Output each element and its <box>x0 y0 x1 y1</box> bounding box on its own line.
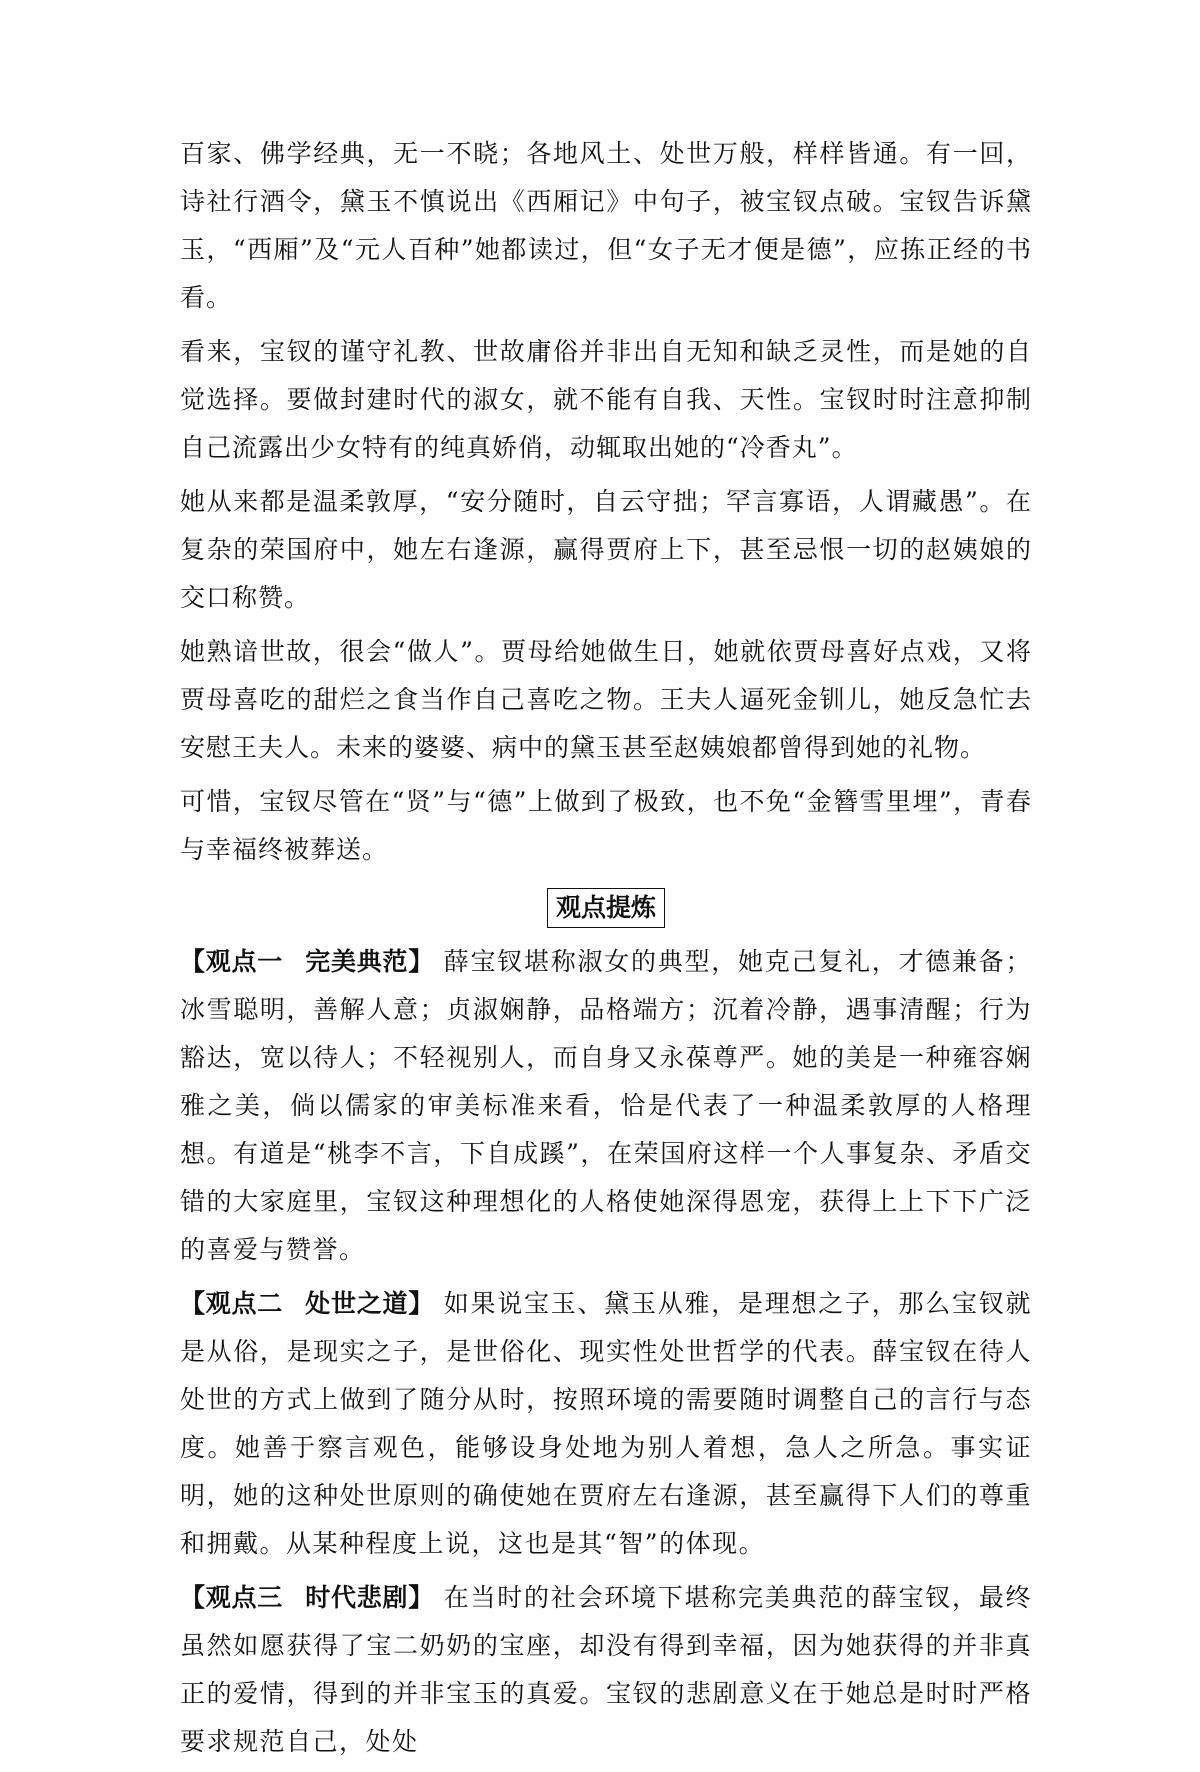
viewpoint-2-label-name: 处世之道】 <box>305 1289 435 1318</box>
viewpoint-1 <box>180 938 1032 1274</box>
section-heading-wrap <box>180 888 1032 928</box>
document-page <box>180 130 1032 1772</box>
intro-paragraph-5: 可惜，宝钗尽管在“贤”与“德”上做到了极致，也不免“金簪雪里埋”，青春与幸福终被葬送。 <box>180 787 1032 864</box>
viewpoint-3-label <box>180 1583 434 1612</box>
viewpoint-3-text: 在当时的社会环境下堪称完美典范的薛宝钗，最终虽然如愿获得了宝二奶奶的宝座，却没有得到幸福，因为她获得的并非真正的爱情，得到的并非宝玉的真爱。宝钗的悲剧意义在于她总是时时严格要求规范自己，处处 <box>180 1583 1032 1756</box>
viewpoint-2 <box>180 1280 1032 1568</box>
intro-paragraph-4: 她熟谙世故，很会“做人”。贾母给她做生日，她就依贾母喜好点戏，又将贾母喜吃的甜烂之食当作自己喜吃之物。王夫人逼死金钏儿，她反急忙去安慰王夫人。未来的婆婆、病中的黛玉甚至赵姨娘都曾得到她的礼物。 <box>180 637 1032 762</box>
viewpoint-2-text: 如果说宝玉、黛玉从雅，是理想之子，那么宝钗就是从俗，是现实之子，是世俗化、现实性处世哲学的代表。薛宝钗在待人处世的方式上做到了随分从时，按照环境的需要随时调整自己的言行与态度。她善于察言观色，能够设身处地为别人着想，急人之所急。事实证明，她的这种处世原则的确使她在贾府左右逢源，甚至赢得下人们的尊重和拥戴。从某种程度上说，这也是其“智”的体现。 <box>180 1289 1032 1558</box>
viewpoint-2-label <box>180 1289 434 1318</box>
viewpoint-1-label-prefix: 【观点一 <box>180 947 284 976</box>
viewpoint-1-text: 薛宝钗堪称淑女的典型，她克己复礼，才德兼备；冰雪聪明，善解人意；贞淑娴静，品格端方；沉着冷静，遇事清醒；行为豁达，宽以待人；不轻视别人，而自身又永葆尊严。她的美是一种雍容娴雅之美，倘以儒家的审美标准来看，恰是代表了一种温柔敦厚的人格理想。有道是“桃李不言，下自成蹊”，在荣国府这样一个人事复杂、矛盾交错的大家庭里，宝钗这种理想化的人格使她深得恩宠，获得上上下下广泛的喜爱与赞誉。 <box>180 947 1032 1264</box>
intro-paragraph-3: 她从来都是温柔敦厚，“安分随时，自云守拙；罕言寡语，人谓藏愚”。在复杂的荣国府中，她左右逢源，赢得贾府上下，甚至忌恨一切的赵姨娘的交口称赞。 <box>180 487 1032 612</box>
section-heading: 观点提炼 <box>547 888 665 928</box>
intro-paragraph-2: 看来，宝钗的谨守礼教、世故庸俗并非出自无知和缺乏灵性，而是她的自觉选择。要做封建时代的淑女，就不能有自我、天性。宝钗时时注意抑制自己流露出少女特有的纯真娇俏，动辄取出她的“冷香丸”。 <box>180 337 1032 462</box>
viewpoint-2-label-prefix: 【观点二 <box>180 1289 284 1318</box>
viewpoint-3-label-name: 时代悲剧】 <box>305 1583 435 1612</box>
viewpoint-1-label-name: 完美典范】 <box>305 947 435 976</box>
viewpoint-3-label-prefix: 【观点三 <box>180 1583 284 1612</box>
intro-paragraph-1: 百家、佛学经典，无一不晓；各地风土、处世万般，样样皆通。有一回，诗社行酒令，黛玉不慎说出《西厢记》中句子，被宝钗点破。宝钗告诉黛玉，“西厢”及“元人百种”她都读过，但“女子无才便是德”，应拣正经的书看。 <box>180 139 1032 312</box>
viewpoint-1-label <box>180 947 434 976</box>
viewpoint-3 <box>180 1574 1032 1766</box>
